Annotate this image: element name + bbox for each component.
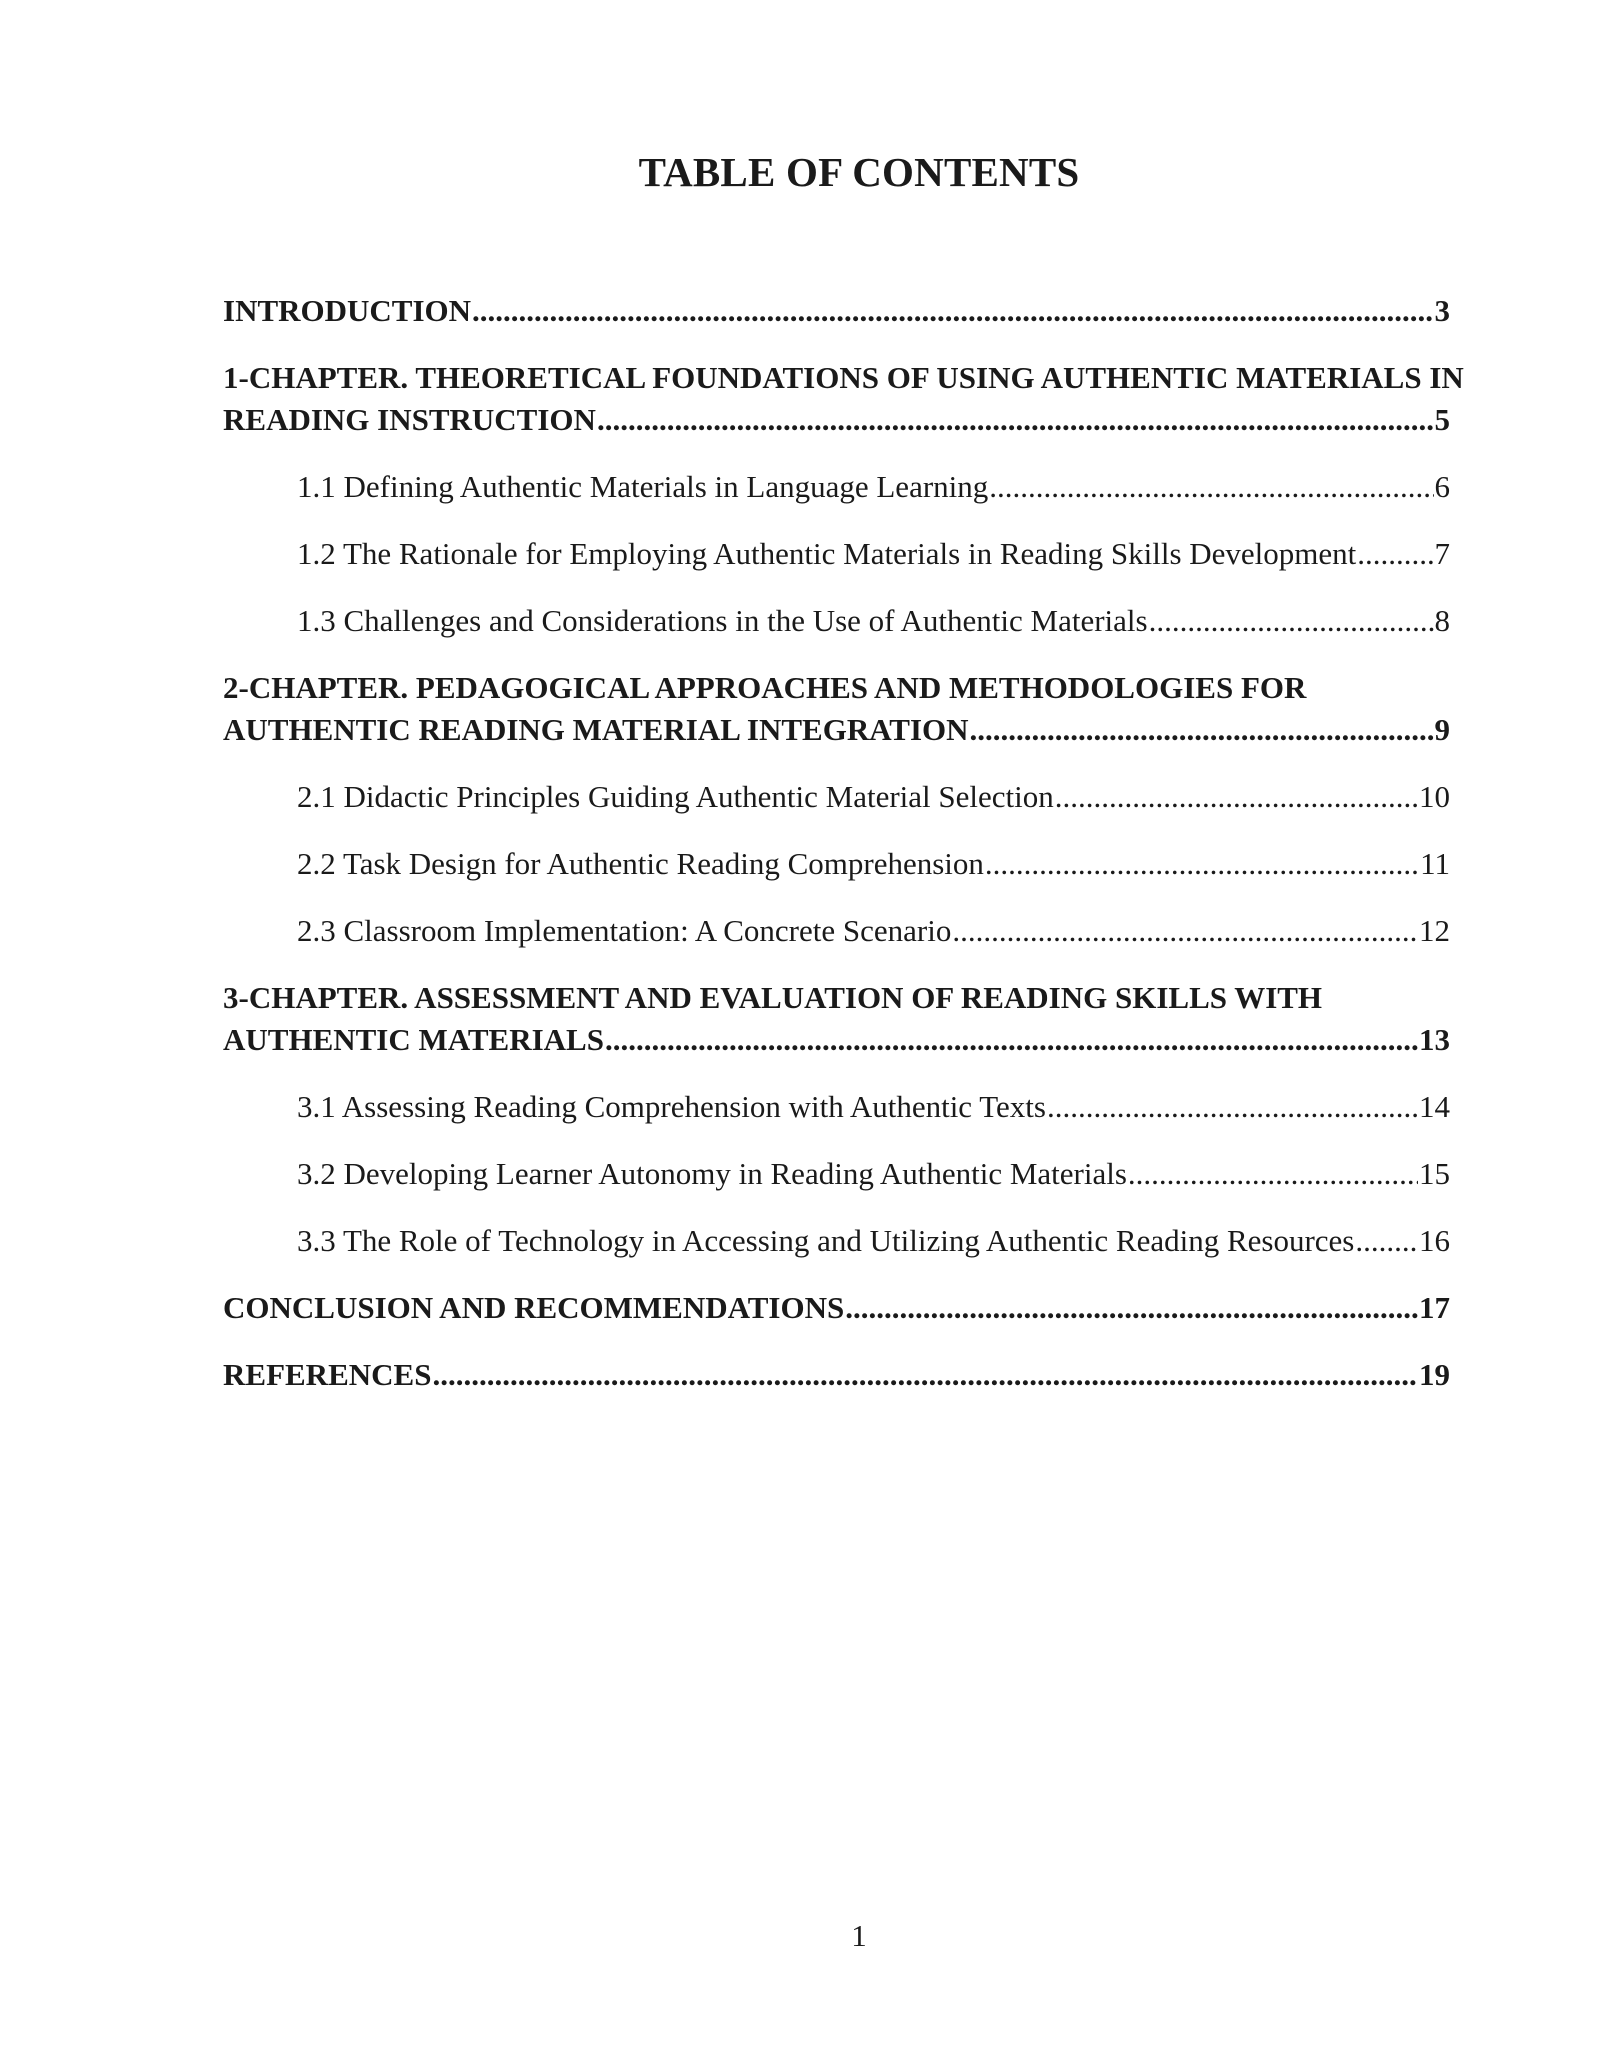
dot-leader — [597, 399, 1434, 441]
toc-entry-label: 3.2 Developing Learner Autonomy in Reading Authentic Materials — [297, 1156, 1127, 1191]
toc-entry-section-1-3[interactable] — [223, 600, 1450, 642]
toc-entry-section-1-2[interactable] — [223, 533, 1450, 575]
dot-leader — [1355, 1220, 1418, 1262]
toc-entry-section-2-3[interactable] — [223, 910, 1450, 952]
dot-leader — [432, 1354, 1418, 1396]
dot-leader — [845, 1287, 1418, 1329]
toc-entry-label: 1.2 The Rationale for Employing Authentic Materials in Reading Skills Development — [297, 536, 1357, 571]
toc-entry-chapter-1[interactable] — [223, 357, 1464, 441]
toc-entry-label: CONCLUSION AND RECOMMENDATIONS — [223, 1290, 845, 1325]
dot-leader — [1055, 776, 1418, 818]
toc-entry-page: 5 — [1434, 402, 1450, 437]
toc-entry-label: 3.1 Assessing Reading Comprehension with Authentic Texts — [297, 1089, 1046, 1124]
toc-entry-page: 17 — [1419, 1290, 1450, 1325]
dot-leader — [472, 290, 1433, 332]
toc-entry-page: 6 — [1434, 469, 1450, 504]
dot-leader — [1047, 1086, 1418, 1128]
toc-entry-page: 19 — [1419, 1357, 1450, 1392]
toc-entry-label: 3.3 The Role of Technology in Accessing and Utilizing Authentic Reading Resources — [297, 1223, 1355, 1258]
toc-entry-page: 12 — [1419, 913, 1450, 948]
toc-entry-label: REFERENCES — [223, 1357, 432, 1392]
toc-entry-introduction[interactable] — [223, 290, 1450, 332]
toc-entry-page: 16 — [1419, 1223, 1450, 1258]
dot-leader — [952, 910, 1418, 952]
toc-entry-label: 2.1 Didactic Principles Guiding Authentic Material Selection — [297, 779, 1054, 814]
toc-entry-conclusion[interactable] — [223, 1287, 1450, 1329]
dot-leader — [985, 843, 1419, 885]
toc-entry-label-line-2: READING INSTRUCTION — [223, 402, 596, 437]
dot-leader — [1357, 533, 1433, 575]
toc-entry-chapter-3[interactable] — [223, 977, 1450, 1061]
dot-leader — [989, 466, 1433, 508]
toc-entry-page: 8 — [1434, 603, 1450, 638]
toc-entry-label-line-1: 2-CHAPTER. PEDAGOGICAL APPROACHES AND METHODOLOGIES FOR — [223, 670, 1307, 705]
page-number: 1 — [851, 1918, 867, 1953]
toc-entry-section-2-1[interactable] — [223, 776, 1450, 818]
toc-entry-label: 1.3 Challenges and Considerations in the Use of Authentic Materials — [297, 603, 1148, 638]
toc-entry-section-3-2[interactable] — [223, 1153, 1450, 1195]
dot-leader — [1128, 1153, 1418, 1195]
toc-entry-references[interactable] — [223, 1354, 1450, 1396]
table-of-contents — [223, 290, 1464, 1396]
toc-entry-page: 15 — [1419, 1156, 1450, 1191]
toc-entry-section-3-3[interactable] — [223, 1220, 1450, 1262]
toc-title-container — [0, 148, 1600, 196]
toc-entry-label: 2.2 Task Design for Authentic Reading Comprehension — [297, 846, 984, 881]
dot-leader — [1149, 600, 1434, 642]
toc-entry-label: INTRODUCTION — [223, 293, 472, 328]
dot-leader — [970, 709, 1434, 751]
page-title: TABLE OF CONTENTS — [638, 149, 1080, 195]
toc-entry-section-3-1[interactable] — [223, 1086, 1450, 1128]
toc-entry-page: 11 — [1420, 846, 1450, 881]
toc-entry-label-line-1: 3-CHAPTER. ASSESSMENT AND EVALUATION OF READING SKILLS WITH — [223, 980, 1323, 1015]
toc-entry-page: 14 — [1419, 1089, 1450, 1124]
toc-entry-section-2-2[interactable] — [223, 843, 1450, 885]
toc-entry-label: 1.1 Defining Authentic Materials in Language Learning — [297, 469, 989, 504]
toc-entry-page: 3 — [1434, 293, 1450, 328]
dot-leader — [605, 1019, 1418, 1061]
toc-entry-chapter-2[interactable] — [223, 667, 1450, 751]
toc-entry-label-line-2: AUTHENTIC READING MATERIAL INTEGRATION — [223, 712, 969, 747]
toc-entry-page: 10 — [1419, 779, 1450, 814]
toc-entry-page: 7 — [1434, 536, 1450, 571]
toc-entry-section-1-1[interactable] — [223, 466, 1450, 508]
toc-entry-label-line-2: AUTHENTIC MATERIALS — [223, 1022, 604, 1057]
toc-entry-page: 9 — [1434, 712, 1450, 747]
toc-entry-page: 13 — [1419, 1022, 1450, 1057]
toc-entry-label: 2.3 Classroom Implementation: A Concrete Scenario — [297, 913, 952, 948]
toc-entry-label-line-1: 1-CHAPTER. THEORETICAL FOUNDATIONS OF USING AUTHENTIC MATERIALS IN — [223, 360, 1464, 395]
